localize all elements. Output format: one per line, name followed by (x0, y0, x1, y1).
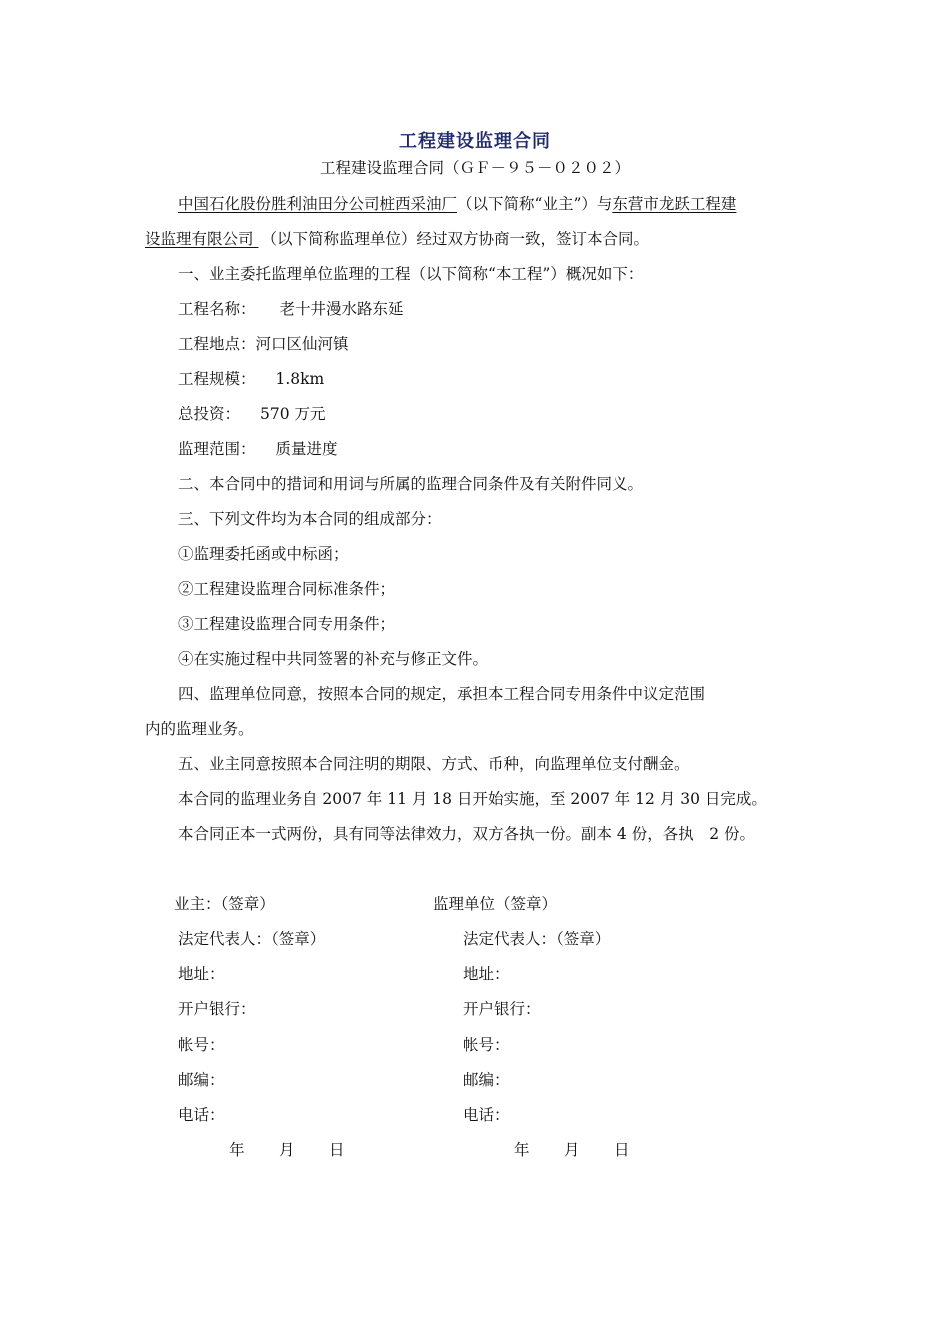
supervisor-bank: 开户银行： (463, 1000, 541, 1018)
owner-address: 地址： (178, 965, 225, 983)
project-scale-value: 1.8km (275, 370, 325, 388)
owner-legal-rep: 法定代表人：（签章） (178, 930, 326, 948)
document-title: 工程建设监理合同 (399, 131, 551, 152)
project-location-value: 河口区仙河镇 (255, 335, 349, 353)
project-scale-row (178, 369, 324, 389)
owner-signature-header: 业主：（签章） (174, 895, 275, 913)
supervisor-date-day: 日 (614, 1141, 630, 1159)
project-investment-label: 总投资： (178, 405, 241, 423)
supervisor-name-part2: 设监理有限公司 (145, 230, 254, 248)
project-scope-row (178, 439, 338, 459)
project-location-row (178, 334, 349, 354)
owner-postcode: 邮编： (178, 1071, 225, 1089)
intro-line-1 (178, 194, 736, 214)
service-period: 本合同的监理业务自 2007 年 11 月 18 日开始实施，至 2007 年 12 月 30 日完成。 (178, 790, 767, 808)
supervisor-account: 帐号： (463, 1036, 510, 1054)
document-item-1: ①监理委托函或中标函； (178, 545, 349, 563)
project-name-label: 工程名称： (178, 300, 256, 318)
project-scope-label: 监理范围： (178, 440, 256, 458)
supervisor-date-year: 年 (514, 1141, 530, 1159)
supervisor-legal-rep: 法定代表人：（签章） (463, 930, 611, 948)
supervisor-signature-header: 监理单位（签章） (433, 895, 558, 913)
section-4-line-2: 内的监理业务。 (145, 720, 254, 738)
project-location-label: 工程地点： (178, 335, 256, 353)
supervisor-address: 地址： (463, 965, 510, 983)
section-4-line-1: 四、监理单位同意，按照本合同的规定，承担本工程合同专用条件中议定范围 (178, 685, 706, 703)
copies-clause: 本合同正本一式两份，具有同等法律效力，双方各执一份。副本 4 份，各执 2 份。 (178, 825, 756, 843)
owner-name: 中国石化股份胜利油田分公司桩西采油厂 (178, 195, 458, 213)
owner-date-year: 年 (229, 1141, 245, 1159)
document-item-4: ④在实施过程中共同签署的补充与修正文件。 (178, 650, 489, 668)
project-scale-label: 工程规模： (178, 370, 256, 388)
project-name-value: 老十井漫水路东延 (279, 300, 404, 318)
intro-line-2 (145, 229, 649, 249)
section-5: 五、业主同意按照本合同注明的期限、方式、币种，向监理单位支付酬金。 (178, 755, 690, 773)
intro-tail: （以下简称监理单位）经过双方协商一致，签订本合同。 (261, 230, 650, 248)
project-investment-row (178, 404, 326, 424)
project-name-row (178, 299, 404, 319)
owner-phone: 电话： (178, 1106, 225, 1124)
section-3: 三、下列文件均为本合同的组成部分： (178, 510, 442, 528)
owner-date-month: 月 (279, 1141, 295, 1159)
project-investment-value: 570 万元 (260, 405, 326, 423)
supervisor-phone: 电话： (463, 1106, 510, 1124)
document-item-3: ③工程建设监理合同专用条件； (178, 615, 396, 633)
supervisor-date-month: 月 (564, 1141, 580, 1159)
document-item-2: ②工程建设监理合同标准条件； (178, 580, 396, 598)
owner-bank: 开户银行： (178, 1000, 256, 1018)
owner-account: 帐号： (178, 1036, 225, 1054)
supervisor-name-part1: 东营市龙跃工程建 (612, 195, 737, 213)
section-1: 一、业主委托监理单位监理的工程（以下简称“本工程”）概况如下： (178, 265, 644, 283)
project-scope-value: 质量进度 (275, 440, 338, 458)
intro-mid: （以下简称“业主”）与 (457, 195, 613, 213)
document-subtitle: 工程建设监理合同（ＧＦ－９５－０２０２） (319, 159, 630, 177)
supervisor-postcode: 邮编： (463, 1071, 510, 1089)
owner-date-day: 日 (329, 1141, 345, 1159)
section-2: 二、本合同中的措词和用词与所属的监理合同条件及有关附件同义。 (178, 475, 644, 493)
underline-space (254, 229, 262, 249)
